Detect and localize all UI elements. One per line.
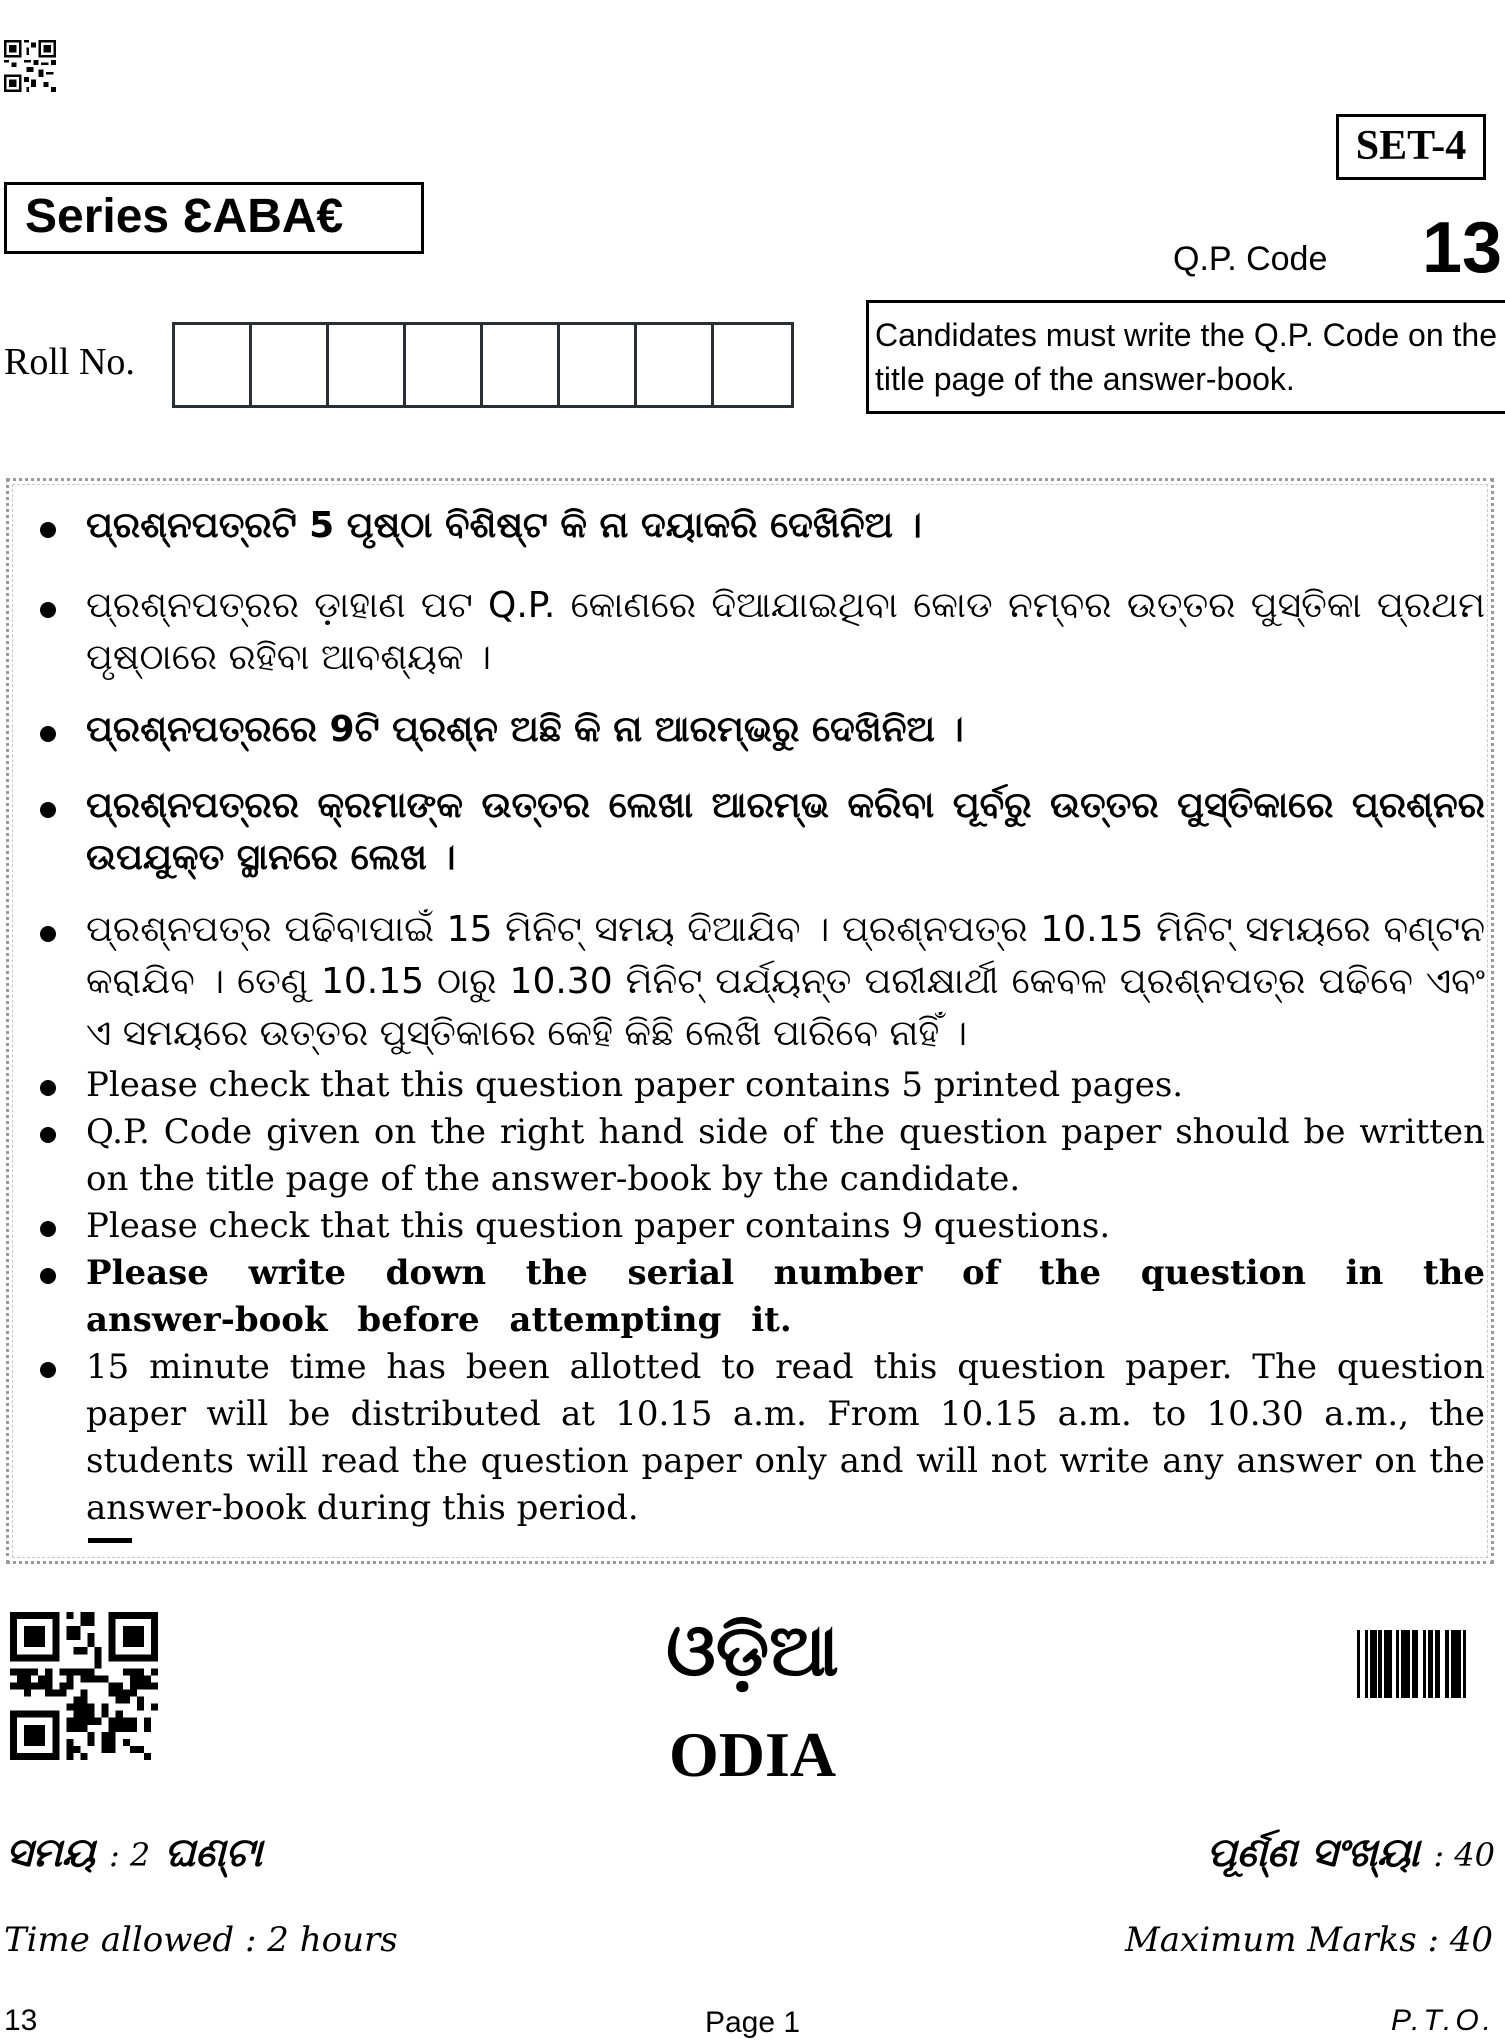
barcode-icon — [1357, 1630, 1493, 1698]
bullet-icon — [40, 1080, 56, 1096]
qp-code-value: 13 — [1422, 208, 1503, 288]
instruction-english-1: Please check that this question paper contains 5 printed pages. — [40, 1062, 1485, 1109]
instruction-english-5: 15 minute time has been allotted to read this question paper. The question paper will be distributed at 10.15 a.m. From 10.15 a.m. to 10.30 a.m., the students will read the question paper only and will not write any answer on the answer-book during this period. — [40, 1344, 1485, 1532]
roll-no-boxes — [172, 322, 794, 408]
bullet-icon — [40, 926, 56, 942]
time-odia-label: ସମୟ — [6, 1830, 95, 1876]
footer-code: 13 — [4, 2004, 38, 2037]
roll-no-digit-box[interactable] — [252, 325, 329, 405]
candidate-notice-box — [866, 300, 1505, 414]
instruction-english-3: Please check that this question paper contains 9 questions. — [40, 1203, 1485, 1250]
series-label: Series ƐABA€ — [25, 190, 344, 243]
time-odia-unit: ଘଣ୍ଟା — [164, 1830, 263, 1876]
candidate-notice: Candidates must write the Q.P. Code on the title page of the answer-book. — [875, 317, 1497, 397]
bullet-icon — [40, 1268, 56, 1284]
footer-page-number: Page 1 — [704, 2006, 801, 2039]
set-number: SET-4 — [1355, 123, 1467, 169]
roll-no-digit-box[interactable] — [406, 325, 483, 405]
instruction-english-2: Q.P. Code given on the right hand side of the question paper should be written on the title page of the answer-book by the candidate. — [40, 1109, 1485, 1203]
instruction-english-4: Please write down the serial number of the question in the answer-book before attempting it. — [40, 1250, 1485, 1344]
roll-no-digit-box[interactable] — [329, 325, 406, 405]
instruction-odia-5: ପ୍ରଶ୍ନପତ୍ର ପଢିବାପାଇଁ 15 ମିନିଟ୍ ସମୟ ଦିଆଯିବ । ପ୍ରଶ୍ନପତ୍ର 10.15 ମିନିଟ୍ ସମୟରେ ବଣ୍ଟନ କରାଯିବ । ତେଣୁ 10.15 ଠାରୁ 10.30 ମିନିଟ୍ ପର୍ଯ୍ୟନ୍ତ ପରୀକ୍ଷାର୍ଥୀ କେବଳ ପ୍ରଶ୍ନପତ୍ର ପଢିବେ ଏବଂ ଏ ସମୟରେ ଉତ୍ତର ପୁସ୍ତିକାରେ କେହି କିଛି ଲେଖି ପାରିବେ ନାହିଁ । — [40, 904, 1485, 1060]
bullet-icon — [40, 1362, 56, 1378]
bullet-icon — [40, 522, 56, 538]
roll-no-label: Roll No. — [4, 341, 135, 383]
end-dash — [88, 1538, 132, 1543]
bullet-icon — [40, 802, 56, 818]
max-marks-odia — [1207, 1830, 1495, 1876]
marks-odia-label: ପୂର୍ଣ୍ଣ ସଂଖ୍ୟା — [1206, 1830, 1420, 1876]
time-allowed-odia — [6, 1830, 262, 1876]
subject-title-odia: ଓଡ଼ିଆ — [666, 1608, 839, 1692]
series-box — [4, 182, 424, 254]
max-marks-english: Maximum Marks : 40 — [1124, 1920, 1493, 1960]
roll-no-digit-box[interactable] — [637, 325, 714, 405]
roll-no-digit-box[interactable] — [560, 325, 637, 405]
instruction-odia-4: ପ୍ରଶ୍ନପତ୍ରର କ୍ରମାଙ୍କ ଉତ୍ତର ଲେଖା ଆରମ୍ଭ କରିବା ପୂର୍ବରୁ ଉତ୍ତର ପୁସ୍ତିକାରେ ପ୍ରଶ୍ନର ଉପଯୁକ୍ତ ସ୍ଥାନରେ ଲେଖ । — [40, 780, 1485, 884]
instruction-odia-2: ପ୍ରଶ୍ନପତ୍ରର ଡ଼ାହାଣ ପଟ Q.P. କୋଣରେ ଦିଆଯାଇଥିବା କୋଡ ନମ୍ବର ଉତ୍ତର ପୁସ୍ତିକା ପ୍ରଥମ ପୃଷ୍ଠାରେ ରହିବା ଆବଶ୍ୟକ । — [40, 580, 1485, 684]
instruction-odia-3: ପ୍ରଶ୍ନପତ୍ରରେ 9ଟି ପ୍ରଶ୍ନ ଅଛି କି ନା ଆରମ୍ଭରୁ ଦେଖିନିଅ । — [40, 704, 1485, 756]
bullet-icon — [40, 726, 56, 742]
qr-code-small-icon — [4, 40, 56, 92]
time-odia-value: : 2 — [108, 1836, 151, 1874]
roll-no-digit-box[interactable] — [483, 325, 560, 405]
time-allowed-english: Time allowed : 2 hours — [4, 1920, 398, 1960]
qp-code-label: Q.P. Code — [1173, 240, 1328, 278]
instruction-odia-1: ପ୍ରଶ୍ନପତ୍ରଟି 5 ପୃଷ୍ଠା ବିଶିଷ୍ଟ କି ନା ଦୟାକରି ଦେଖିନିଅ । — [40, 500, 1485, 552]
subject-title-english: ODIA — [668, 1719, 837, 1790]
bullet-icon — [40, 602, 56, 618]
set-number-box — [1336, 114, 1486, 180]
bullet-icon — [40, 1221, 56, 1237]
marks-odia-value: : 40 — [1433, 1836, 1495, 1874]
roll-no-digit-box[interactable] — [714, 325, 791, 405]
bullet-icon — [40, 1127, 56, 1143]
roll-no-digit-box[interactable] — [175, 325, 252, 405]
footer-pto: P.T.O. — [1390, 2004, 1495, 2037]
